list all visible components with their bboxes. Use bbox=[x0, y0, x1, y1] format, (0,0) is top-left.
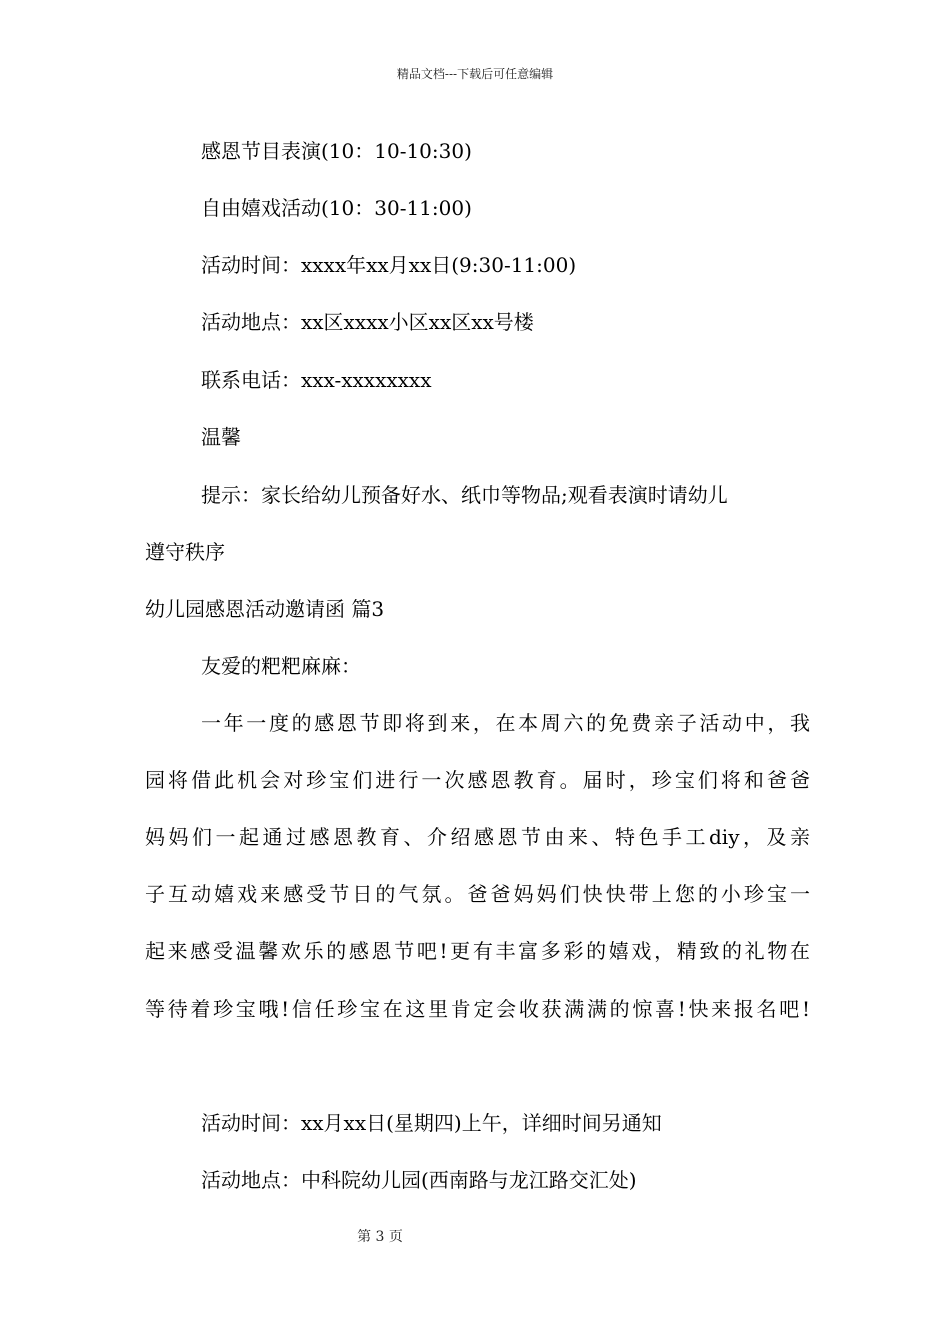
tip-line-1: 提示：家长给幼儿预备好水、纸巾等物品;观看表演时请幼儿 bbox=[201, 483, 728, 507]
body-line: 妈妈们一起通过感恩教育、介绍感恩节由来、特色手工diy，及亲 bbox=[145, 825, 810, 849]
body-line: 等待着珍宝哦!信任珍宝在这里肯定会收获满满的惊喜!快来报名吧! bbox=[145, 997, 810, 1021]
page-number: 第 3 页 bbox=[357, 1229, 403, 1245]
event-time: 活动时间：xx月xx日(星期四)上午，详细时间另通知 bbox=[201, 1111, 662, 1135]
program-item-performance: 感恩节目表演(10：10-10:30) bbox=[201, 139, 472, 163]
section-title: 幼儿园感恩活动邀请函 篇3 bbox=[145, 597, 385, 621]
body-line: 一年一度的感恩节即将到来，在本周六的免费亲子活动中，我 bbox=[201, 711, 810, 735]
contact-phone: 联系电话：xxx-xxxxxxxx bbox=[201, 368, 432, 392]
program-item-free-play: 自由嬉戏活动(10：30-11:00) bbox=[201, 196, 472, 220]
greeting: 友爱的粑粑麻麻： bbox=[201, 654, 361, 678]
body-line: 起来感受温馨欢乐的感恩节吧!更有丰富多彩的嬉戏，精致的礼物在 bbox=[145, 939, 810, 963]
warm-label: 温馨 bbox=[201, 425, 241, 449]
body-line: 子互动嬉戏来感受节日的气氛。爸爸妈妈们快快带上您的小珍宝一 bbox=[145, 882, 810, 906]
activity-place: 活动地点：xx区xxxx小区xx区xx号楼 bbox=[201, 310, 534, 334]
page-header: 精品文档---下载后可任意编辑 bbox=[396, 67, 554, 81]
event-place: 活动地点：中科院幼儿园(西南路与龙江路交汇处) bbox=[201, 1168, 637, 1192]
activity-time: 活动时间：xxxx年xx月xx日(9:30-11:00) bbox=[201, 253, 577, 277]
body-line: 园将借此机会对珍宝们进行一次感恩教育。届时，珍宝们将和爸爸 bbox=[145, 768, 810, 792]
tip-line-2: 遵守秩序 bbox=[145, 540, 225, 564]
